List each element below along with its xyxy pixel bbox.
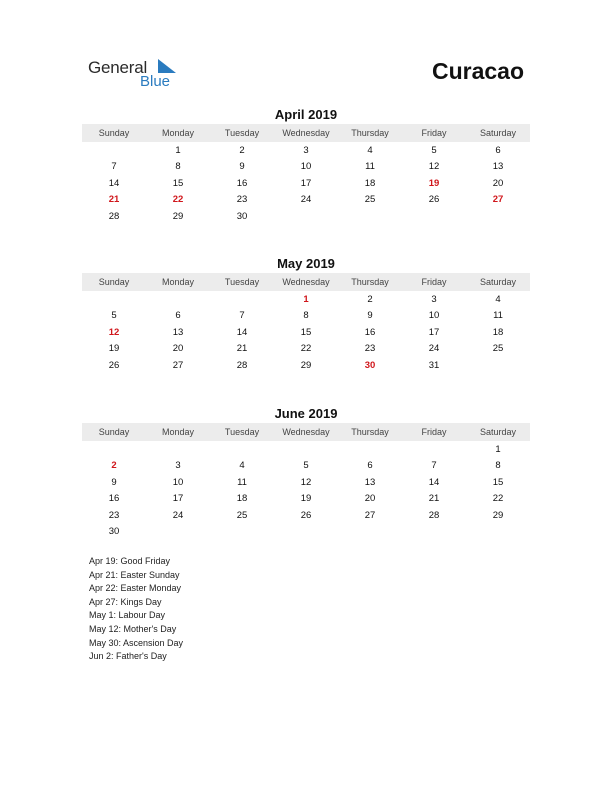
- weekday-label: Monday: [161, 128, 195, 138]
- brand-logo: [88, 56, 188, 92]
- day-cell: 18: [364, 177, 376, 189]
- day-cell: 26: [300, 509, 312, 521]
- week-row: [82, 491, 530, 508]
- day-cell: 2: [239, 144, 245, 156]
- day-cell: 6: [175, 310, 181, 322]
- day-cell: 11: [237, 476, 247, 488]
- day-cell: 7: [239, 310, 245, 322]
- week-row: [82, 441, 530, 458]
- day-cell: 1: [175, 144, 181, 156]
- holiday-day-cell: 21: [108, 194, 120, 206]
- month-title: April 2019: [274, 107, 338, 122]
- day-cell: 29: [492, 509, 504, 521]
- day-cell: 16: [364, 326, 376, 338]
- day-cell: 28: [428, 509, 440, 521]
- day-cell: 27: [172, 359, 184, 371]
- weekday-label: Sunday: [98, 128, 130, 138]
- day-cell: 12: [428, 161, 440, 173]
- logo-text-blue: Blue: [140, 73, 171, 90]
- day-cell: 15: [172, 177, 184, 189]
- day-cell: 31: [428, 359, 440, 371]
- day-cell: 15: [300, 326, 312, 338]
- week-row: [82, 175, 530, 192]
- weekday-label: Saturday: [479, 277, 517, 287]
- day-cell: 3: [175, 460, 181, 472]
- week-row: [82, 159, 530, 176]
- day-cell: 18: [236, 493, 248, 505]
- day-cell: 5: [431, 144, 437, 156]
- day-cell: 17: [428, 326, 440, 338]
- weekday-label: Thursday: [351, 277, 389, 287]
- week-row: [82, 324, 530, 341]
- day-cell: 21: [236, 343, 248, 355]
- weekday-label: Tuesday: [224, 427, 260, 437]
- day-cell: 29: [300, 359, 312, 371]
- day-cell: 13: [492, 161, 504, 173]
- holiday-entry: May 1: Labour Day: [89, 610, 166, 621]
- day-cell: 3: [431, 293, 437, 305]
- holiday-entry: May 12: Mother's Day: [89, 623, 177, 634]
- day-cell: 13: [172, 326, 184, 338]
- weekday-label: Saturday: [479, 427, 517, 437]
- week-row: [82, 341, 530, 358]
- logo-flag-icon: [158, 59, 176, 75]
- weekday-header: [82, 423, 530, 441]
- day-cell: 6: [367, 460, 373, 472]
- day-cell: 11: [365, 161, 375, 173]
- day-cell: 14: [428, 476, 440, 488]
- day-cell: 17: [172, 493, 184, 505]
- day-cell: 11: [493, 310, 503, 322]
- day-cell: 30: [108, 526, 120, 538]
- day-cell: 24: [428, 343, 440, 355]
- day-cell: 28: [108, 210, 120, 222]
- holiday-entry: Apr 19: Good Friday: [89, 556, 171, 566]
- week-row: [82, 142, 530, 159]
- month-calendar: [82, 255, 530, 374]
- day-cell: 23: [108, 509, 120, 521]
- day-cell: 21: [428, 493, 440, 505]
- month-title: May 2019: [277, 256, 335, 271]
- weekday-label: Saturday: [479, 128, 517, 138]
- holiday-day-cell: 2: [111, 460, 117, 472]
- day-cell: 24: [172, 509, 184, 521]
- week-row: [82, 192, 530, 209]
- weekday-label: Monday: [161, 427, 195, 437]
- day-cell: 9: [111, 476, 117, 488]
- month-title: June 2019: [274, 406, 338, 421]
- holiday-day-cell: 19: [428, 177, 440, 189]
- weekday-label: Thursday: [351, 128, 389, 138]
- weekday-label: Tuesday: [224, 277, 260, 287]
- week-row: [82, 357, 530, 374]
- holiday-entry: Apr 27: Kings Day: [89, 596, 162, 607]
- weekday-label: Wednesday: [282, 128, 330, 138]
- day-cell: 24: [300, 194, 312, 206]
- weekday-label: Friday: [421, 277, 447, 287]
- holiday-day-cell: 22: [172, 194, 184, 206]
- week-row: [82, 507, 530, 524]
- day-cell: 19: [300, 493, 312, 505]
- day-cell: 9: [239, 161, 245, 173]
- month-grid: [82, 441, 530, 540]
- weekday-header: [82, 124, 530, 142]
- day-cell: 29: [172, 210, 184, 222]
- holiday-entry: Apr 21: Easter Sunday: [89, 569, 180, 580]
- day-cell: 13: [364, 476, 376, 488]
- day-cell: 3: [303, 144, 309, 156]
- month-grid: [82, 291, 530, 374]
- holiday-day-cell: 12: [108, 326, 120, 338]
- week-row: [82, 291, 530, 308]
- day-cell: 2: [367, 293, 373, 305]
- weekday-label: Friday: [421, 427, 447, 437]
- weekday-label: Wednesday: [282, 277, 330, 287]
- holiday-day-cell: 27: [492, 194, 504, 206]
- day-cell: 23: [236, 194, 248, 206]
- day-cell: 25: [236, 509, 248, 521]
- day-cell: 5: [111, 310, 117, 322]
- week-row: [82, 524, 530, 541]
- weekday-label: Sunday: [98, 277, 130, 287]
- day-cell: 15: [492, 476, 504, 488]
- weekday-label: Wednesday: [282, 427, 330, 437]
- day-cell: 22: [300, 343, 312, 355]
- day-cell: 26: [428, 194, 440, 206]
- weekday-label: Monday: [161, 277, 195, 287]
- day-cell: 14: [108, 177, 120, 189]
- day-cell: 10: [428, 310, 440, 322]
- weekday-label: Tuesday: [224, 128, 260, 138]
- day-cell: 9: [367, 310, 373, 322]
- day-cell: 16: [236, 177, 248, 189]
- day-cell: 18: [492, 326, 504, 338]
- day-cell: 16: [108, 493, 120, 505]
- logo-text-general: General: [88, 58, 148, 77]
- day-cell: 7: [111, 161, 117, 173]
- day-cell: 7: [431, 460, 437, 472]
- day-cell: 23: [364, 343, 376, 355]
- day-cell: 12: [300, 476, 312, 488]
- day-cell: 30: [236, 210, 248, 222]
- day-cell: 8: [495, 460, 501, 472]
- month-calendar: [82, 106, 530, 225]
- day-cell: 25: [364, 194, 376, 206]
- holiday-day-cell: 30: [364, 359, 376, 371]
- day-cell: 8: [303, 310, 309, 322]
- holiday-entry: Apr 22: Easter Monday: [89, 583, 182, 594]
- day-cell: 4: [495, 293, 501, 305]
- weekday-header: [82, 273, 530, 291]
- day-cell: 8: [175, 161, 181, 173]
- day-cell: 25: [492, 343, 504, 355]
- holiday-entry: Jun 2: Father's Day: [89, 651, 167, 662]
- country-title: Curacao: [431, 58, 524, 84]
- weekday-label: Friday: [421, 128, 447, 138]
- month-calendar: [82, 405, 530, 540]
- day-cell: 4: [239, 460, 245, 472]
- holiday-day-cell: 1: [303, 293, 309, 305]
- day-cell: 26: [108, 359, 120, 371]
- week-row: [82, 208, 530, 225]
- week-row: [82, 474, 530, 491]
- holiday-list: [89, 555, 183, 664]
- day-cell: 5: [303, 460, 309, 472]
- day-cell: 6: [495, 144, 501, 156]
- day-cell: 27: [364, 509, 376, 521]
- week-row: [82, 308, 530, 325]
- day-cell: 20: [364, 493, 376, 505]
- day-cell: 17: [300, 177, 312, 189]
- month-grid: [82, 142, 530, 225]
- weekday-label: Sunday: [98, 427, 130, 437]
- day-cell: 1: [495, 443, 501, 455]
- day-cell: 19: [108, 343, 120, 355]
- day-cell: 20: [492, 177, 504, 189]
- day-cell: 14: [236, 326, 248, 338]
- day-cell: 10: [172, 476, 184, 488]
- day-cell: 22: [492, 493, 504, 505]
- day-cell: 20: [172, 343, 184, 355]
- holiday-entry: May 30: Ascension Day: [89, 637, 184, 648]
- weekday-label: Thursday: [351, 427, 389, 437]
- week-row: [82, 458, 530, 475]
- day-cell: 28: [236, 359, 248, 371]
- day-cell: 10: [300, 161, 312, 173]
- day-cell: 4: [367, 144, 373, 156]
